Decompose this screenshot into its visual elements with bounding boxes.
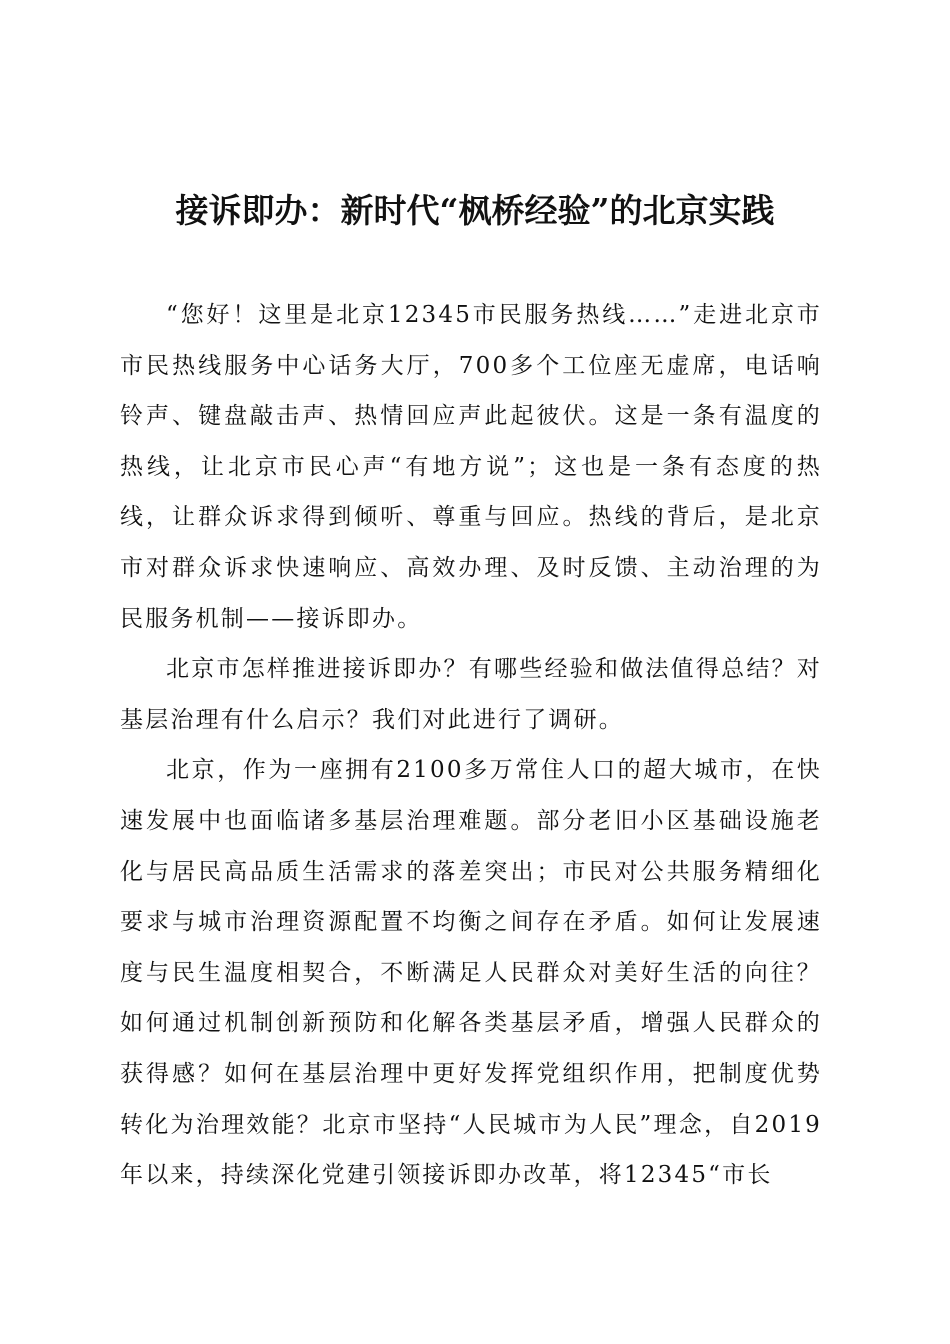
paragraph-3: 北京，作为一座拥有2100多万常住人口的超大城市，在快速发展中也面临诸多基层治理难题。部分老旧小区基础设施老化与居民高品质生活需求的落差突出；市民对公共服务精细化要求与城市治理资源配置不均衡之间存在矛盾。如何让发展速度与民生温度相契合，不断满足人民群众对美好生活的向往？如何通过机制创新预防和化解各类基层矛盾，增强人民群众的获得感？如何在基层治理中更好发挥党组织作用，把制度优势转化为治理效能？北京市坚持“人民城市为人民”理念，自2019年以来，持续深化党建引领接诉即办改革，将12345“市长 (120, 757, 822, 1189)
paragraph-2: 北京市怎样推进接诉即办？有哪些经验和做法值得总结？对基层治理有什么启示？我们对此进行了调研。 (120, 656, 822, 733)
document-title: 接诉即办：新时代“枫桥经验”的北京实践 (175, 191, 775, 230)
document-body (120, 290, 822, 1201)
paragraph-1: “您好！这里是北京12345市民服务热线……”走进北京市市民热线服务中心话务大厅，700多个工位座无虚席，电话响铃声、键盘敲击声、热情回应声此起彼伏。这是一条有温度的热线，让北京市民心声“有地方说”；这也是一条有态度的热线，让群众诉求得到倾听、尊重与回应。热线的背后，是北京市对群众诉求快速响应、高效办理、及时反馈、主动治理的为民服务机制——接诉即办。 (120, 302, 822, 632)
